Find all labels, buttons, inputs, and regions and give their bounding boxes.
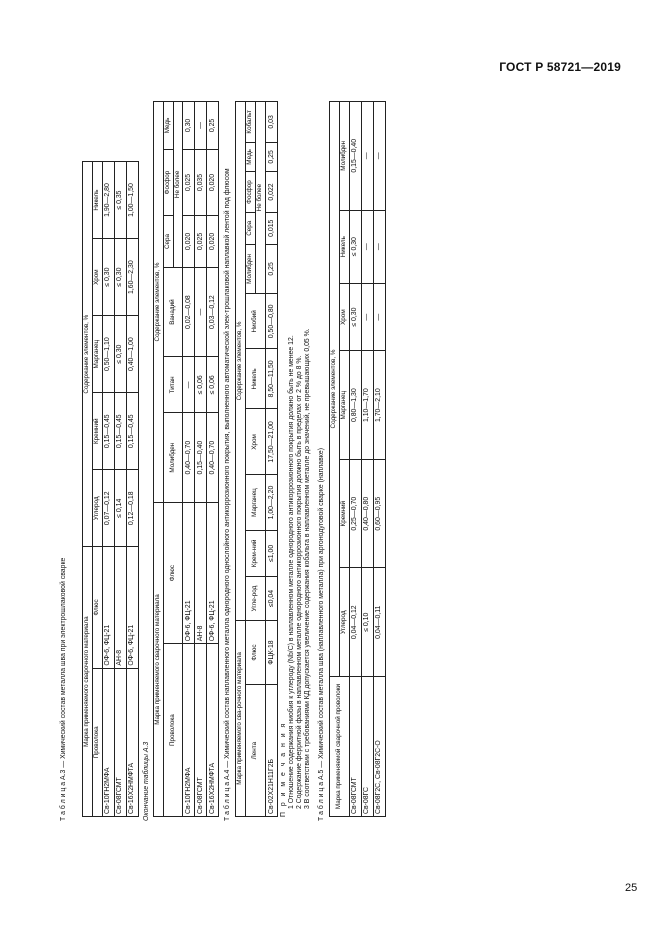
cell-ni: 1,90—2,80 xyxy=(102,162,114,239)
cell-flux: ОФ-6, ФЦ-21 xyxy=(207,503,219,644)
cell-c: 0,04—0,12 xyxy=(349,568,361,677)
table-row xyxy=(102,162,114,817)
table-a3-end-header-material: Марка применяемого сварочного материала xyxy=(153,503,163,817)
cell-wire: Св-10ГН2МФА xyxy=(102,668,114,816)
table-a5-header-content: Содержание элементов, % xyxy=(329,102,339,677)
table-row xyxy=(195,102,207,817)
cell-v: 0,03—0,12 xyxy=(207,267,219,357)
cell-p: 0,020 xyxy=(207,149,219,215)
table-row xyxy=(183,102,195,817)
cell-wire: Св-10ГН2МФА xyxy=(183,644,195,817)
document-header: ГОСТ Р 58721—2019 xyxy=(499,60,621,74)
table-row xyxy=(207,102,219,817)
table-a5-header-cr: Хром xyxy=(339,283,349,351)
cell-s: 0,020 xyxy=(183,216,195,268)
cell-cr: ≤ 0,30 xyxy=(349,283,361,351)
table-row xyxy=(114,162,126,817)
table-a3-header-c: Углерод xyxy=(92,470,102,547)
table-a3-header-material: Марка применяемого сварочного материала xyxy=(82,547,92,817)
cell-mo: 0,15—0,40 xyxy=(195,413,207,503)
cell-mo: — xyxy=(373,102,385,211)
table-a4-header-content: Содержание элементов, % xyxy=(236,102,246,621)
cell-flux: АН-8 xyxy=(195,503,207,644)
table-a3-end-header-ti: Титан xyxy=(163,357,183,413)
cell-cr: ≤ 0,30 xyxy=(114,239,126,316)
cell-mo: 0,40—0,70 xyxy=(207,413,219,503)
table-a5-header-ni: Никель xyxy=(339,210,349,283)
note-item: 2 Содержание ферритной фазы в наплавленном металле однородного антикоррозионного покрытия должно быть в пределах от 2 % до 8 %. xyxy=(296,355,304,809)
rotated-content xyxy=(60,101,643,823)
cell-si: ≤1,00 xyxy=(266,530,278,576)
table-a4-header-s: Сера xyxy=(246,212,256,244)
cell-ti: — xyxy=(183,357,195,413)
cell-si: 0,40—0,80 xyxy=(361,459,373,568)
table-a4-header-mn: Марганец xyxy=(246,475,266,530)
cell-ni: ≤ 0,30 xyxy=(349,210,361,283)
cell-mn: 1,70—2,10 xyxy=(373,351,385,460)
cell-cr: 17,50—21,00 xyxy=(266,409,278,475)
cell-wire: Св-08Г2С, Св-08Г2С-О xyxy=(373,677,385,817)
table-a3-end-header-cu: Медь xyxy=(163,102,173,150)
cell-mn: 1,10—1,70 xyxy=(361,351,373,460)
notes xyxy=(280,101,312,823)
cell-ni: ≤ 0,35 xyxy=(114,162,126,239)
cell-p: 0,035 xyxy=(195,149,207,215)
table-a4 xyxy=(235,101,278,817)
table-a3-header-cr: Хром xyxy=(92,239,102,316)
table-a5 xyxy=(329,101,386,817)
cell-ni: 8,50—11,50 xyxy=(266,349,278,409)
table-a4-header-nb: Ниобий xyxy=(246,294,266,349)
cell-s: 0,025 xyxy=(195,216,207,268)
cell-cu: 0,25 xyxy=(207,102,219,150)
table-row xyxy=(266,102,278,817)
table-a3-caption: Т а б л и ц а А.3 — Химический состав металла шва при электрошлаковой сварке xyxy=(60,557,67,821)
cell-si: 0,60—0,95 xyxy=(373,459,385,568)
table-a4-header-ni: Никель xyxy=(246,349,266,409)
cell-ti: ≤ 0,06 xyxy=(207,357,219,413)
table-a3-header-mn: Марганец xyxy=(92,316,102,393)
table-a4-header-c: Угле-род xyxy=(246,577,266,621)
page-number: 25 xyxy=(625,882,638,894)
table-a3-header-flux: Флюс xyxy=(92,547,102,668)
cell-ti: ≤ 0,06 xyxy=(195,357,207,413)
cell-flux: ОФ-6, ФЦ-21 xyxy=(126,547,138,668)
cell-cr: — xyxy=(361,283,373,351)
cell-mo: 0,15—0,40 xyxy=(349,102,361,211)
cell-c: ≤ 0,10 xyxy=(361,568,373,677)
table-a3-end-header-content: Содержание элементов, % xyxy=(153,102,163,503)
cell-si: 0,15—0,45 xyxy=(114,393,126,470)
cell-cr: 1,60—2,30 xyxy=(126,239,138,316)
cell-ni: 1,00—1,50 xyxy=(126,162,138,239)
cell-mo: 0,40—0,70 xyxy=(183,413,195,503)
cell-p: 0,022 xyxy=(266,172,278,213)
cell-ni: — xyxy=(373,210,385,283)
cell-wire: Св-08ГС xyxy=(361,677,373,817)
cell-wire: Св-08ГСМТ xyxy=(114,668,126,816)
cell-cu: 0,25 xyxy=(266,142,278,171)
table-a4-caption: Т а б л и ц а А.4 — Химический состав наплавленного металла однородного однослойного антикоррозионного покрытия, выполненного автоматической элек-трошлаковой наплавкой лентой под флюсом xyxy=(224,168,232,821)
cell-c: 0,04—0,11 xyxy=(373,568,385,677)
cell-ni: — xyxy=(361,210,373,283)
table-a3-end-header-p: Фосфор xyxy=(163,149,173,215)
cell-c: ≤0,04 xyxy=(266,577,278,621)
note-item: 1 Отношение содержания ниобия к углероду (Nb/C) в наплавленном металле однородного антикоррозионного покрытия должно быть не менее 12. xyxy=(288,335,296,809)
cell-flux: ОФ-6, ФЦ-21 xyxy=(183,503,195,644)
table-a3-end-header-s: Сера xyxy=(163,216,173,268)
cell-strip: Св-02Х21Н11Г2Б xyxy=(266,685,278,817)
cell-si: 0,15—0,45 xyxy=(102,393,114,470)
cell-cu: — xyxy=(195,102,207,150)
cell-c: ≤ 0,14 xyxy=(114,470,126,547)
cell-mn: ≤ 0,30 xyxy=(114,316,126,393)
table-a4-header-co: Кобальт xyxy=(246,102,256,143)
cell-s: 0,015 xyxy=(266,212,278,244)
cell-mn: 1,00—2,20 xyxy=(266,475,278,530)
table-a5-header-mo: Молибден xyxy=(339,102,349,211)
cell-wire: Св-08ГСМТ xyxy=(349,677,361,817)
table-a3-header-si: Кремний xyxy=(92,393,102,470)
notes-heading: П р и м е ч а н и я xyxy=(280,721,288,817)
table-row xyxy=(126,162,138,817)
cell-p: 0,025 xyxy=(183,149,195,215)
table-a3-end-header-nomore: Не более xyxy=(173,102,183,268)
table-row xyxy=(361,102,373,817)
table-a5-header-si: Кремний xyxy=(339,459,349,568)
table-a5-header-c: Углерод xyxy=(339,568,349,677)
cell-wire: Св-16Х2НМФТА xyxy=(207,644,219,817)
cell-s: 0,020 xyxy=(207,216,219,268)
cell-mn: 0,50—1,10 xyxy=(102,316,114,393)
cell-v: — xyxy=(195,267,207,357)
table-row xyxy=(349,102,361,817)
cell-mo: — xyxy=(361,102,373,211)
table-a3-end-header-mo: Молибден xyxy=(163,413,183,503)
cell-v: 0,02—0,08 xyxy=(183,267,195,357)
table-a4-header-cu: Медь xyxy=(246,142,256,171)
table-a3-header-wire: Проволока xyxy=(92,668,102,816)
table-row xyxy=(373,102,385,817)
note-item: 3 В соответствии с требованиями КД допускается увеличение содержания кобальта в наплавленном металле до значений, не превышающих 0,05 %. xyxy=(304,328,311,809)
table-a4-header-mo: Молибден xyxy=(246,244,256,294)
table-a4-header-strip: Лента xyxy=(246,685,266,817)
cell-mn: 0,40—1,00 xyxy=(126,316,138,393)
cell-nb: 0,50—0,80 xyxy=(266,294,278,349)
cell-si: 0,25—0,70 xyxy=(349,459,361,568)
table-a5-caption: Т а б л и ц а А.5 — Химический состав металла шва (наплавленного металла) при аргонодуговой сварке (наплавке) xyxy=(317,447,325,821)
cell-wire: Св-08ГСМТ xyxy=(195,644,207,817)
table-a3-end-header-wire: Проволока xyxy=(163,644,183,817)
table-a3-end xyxy=(153,101,220,817)
table-a5-header-wire: Марка применяемой сварочной проволоки xyxy=(329,677,349,817)
table-a3-header-ni: Никель xyxy=(92,162,102,239)
table-a4-header-cr: Хром xyxy=(246,409,266,475)
cell-mo: 0,25 xyxy=(266,244,278,294)
table-a3 xyxy=(82,161,139,817)
cell-c: 0,12—0,18 xyxy=(126,470,138,547)
table-a4-header-nomore: Не более xyxy=(256,102,266,294)
table-a4-header-si: Крем-ний xyxy=(246,530,266,576)
table-a3-end-header-flux: Флюс xyxy=(163,503,183,644)
cell-flux: ОФ-6, ФЦ-21 xyxy=(102,547,114,668)
table-a5-header-mn: Марганец xyxy=(339,351,349,460)
table-a4-header-material: Марка применяемого сва-рочного материала xyxy=(236,620,246,816)
cell-wire: Св-16Х2НМФТА xyxy=(126,668,138,816)
table-a4-header-flux: Флюс xyxy=(246,620,266,684)
table-a3-end-header-v: Ванадий xyxy=(163,267,183,357)
cell-mn: 0,80—1,30 xyxy=(349,351,361,460)
table-a3-header-content: Содержание элементов, % xyxy=(82,162,92,547)
table-a4-header-p: Фосфор xyxy=(246,172,256,213)
table-a3-end-caption: Окончание таблицы А.3 xyxy=(142,741,150,821)
cell-cu: 0,30 xyxy=(183,102,195,150)
cell-si: 0,15—0,45 xyxy=(126,393,138,470)
cell-cr: — xyxy=(373,283,385,351)
cell-flux: ФЦК-18 xyxy=(266,620,278,684)
cell-flux: АН-8 xyxy=(114,547,126,668)
cell-cr: ≤ 0,30 xyxy=(102,239,114,316)
cell-co: 0,03 xyxy=(266,102,278,143)
cell-c: 0,07—0,12 xyxy=(102,470,114,547)
